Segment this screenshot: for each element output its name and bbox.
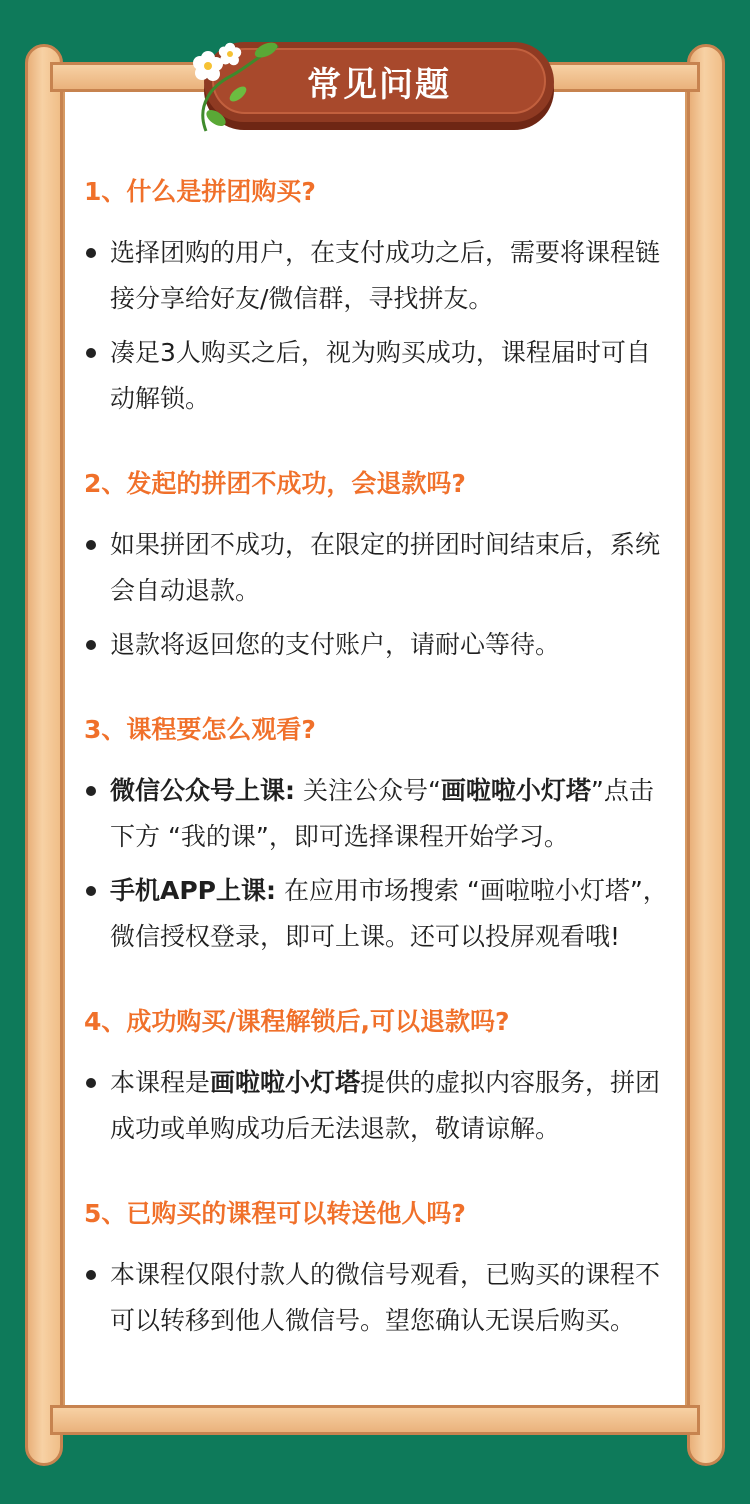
answer-label-wechat: 微信公众号上课:	[110, 776, 295, 805]
answer-label-app: 手机APP上课:	[110, 876, 276, 905]
wood-post-right	[687, 44, 725, 1466]
wood-rail-bottom	[50, 1405, 700, 1435]
answer-text: 凑足3人购买之后，视为购买成功，课程届时可自动解锁。	[110, 338, 651, 413]
faq-content	[84, 172, 674, 1352]
faq-answer-item	[84, 622, 674, 668]
wood-post-left	[25, 44, 63, 1466]
answer-text: 选择团购的用户，在支付成功之后，需要将课程链接分享给好友/微信群，寻找拼友。	[110, 238, 661, 313]
faq-question-4: 4、成功购买/课程解锁后,可以退款吗?	[84, 1007, 510, 1036]
bullet-icon	[86, 886, 96, 896]
answer-text: ”点击下方 “我的课”，即可选择课程开始学习。	[110, 776, 654, 851]
answer-text: 关注公众号“	[295, 776, 441, 805]
answer-text: 退款将返回您的支付账户，请耐心等待。	[110, 630, 561, 659]
bullet-icon	[86, 540, 96, 550]
brand-name: 画啦啦小灯塔	[210, 1068, 361, 1097]
faq-answer-item	[84, 868, 674, 960]
faq-answer-item	[84, 330, 674, 422]
bullet-icon	[86, 1270, 96, 1280]
page-title: 常见问题	[307, 64, 451, 105]
faq-question-2: 2、发起的拼团不成功，会退款吗?	[84, 469, 466, 498]
faq-answer-item	[84, 230, 674, 322]
answer-text: 本课程是	[110, 1068, 211, 1097]
faq-question-3: 3、课程要怎么观看?	[84, 715, 316, 744]
faq-answer-item	[84, 1060, 674, 1152]
answer-text: 本课程仅限付款人的微信号观看，已购买的课程不可以转移到他人微信号。望您确认无误后购买。	[110, 1260, 661, 1335]
faq-answer-item	[84, 768, 674, 860]
bullet-icon	[86, 786, 96, 796]
bullet-icon	[86, 640, 96, 650]
faq-answer-item	[84, 1252, 674, 1344]
faq-answer-item	[84, 522, 674, 614]
bullet-icon	[86, 248, 96, 258]
bullet-icon	[86, 348, 96, 358]
faq-question-5: 5、已购买的课程可以转送他人吗?	[84, 1199, 466, 1228]
answer-text: 在应用市场搜索 “画啦啦小灯塔”，微信授权登录，即可上课。还可以投屏观看哦!	[110, 876, 668, 951]
faq-question-1: 1、什么是拼团购买?	[84, 177, 316, 206]
brand-name: 画啦啦小灯塔	[440, 776, 591, 805]
bullet-icon	[86, 1078, 96, 1088]
answer-text: 如果拼团不成功，在限定的拼团时间结束后，系统会自动退款。	[110, 530, 661, 605]
flower-vine-icon	[186, 36, 286, 136]
answer-text: 提供的虚拟内容服务，拼团成功或单购成功后无法退款，敬请谅解。	[110, 1068, 661, 1143]
